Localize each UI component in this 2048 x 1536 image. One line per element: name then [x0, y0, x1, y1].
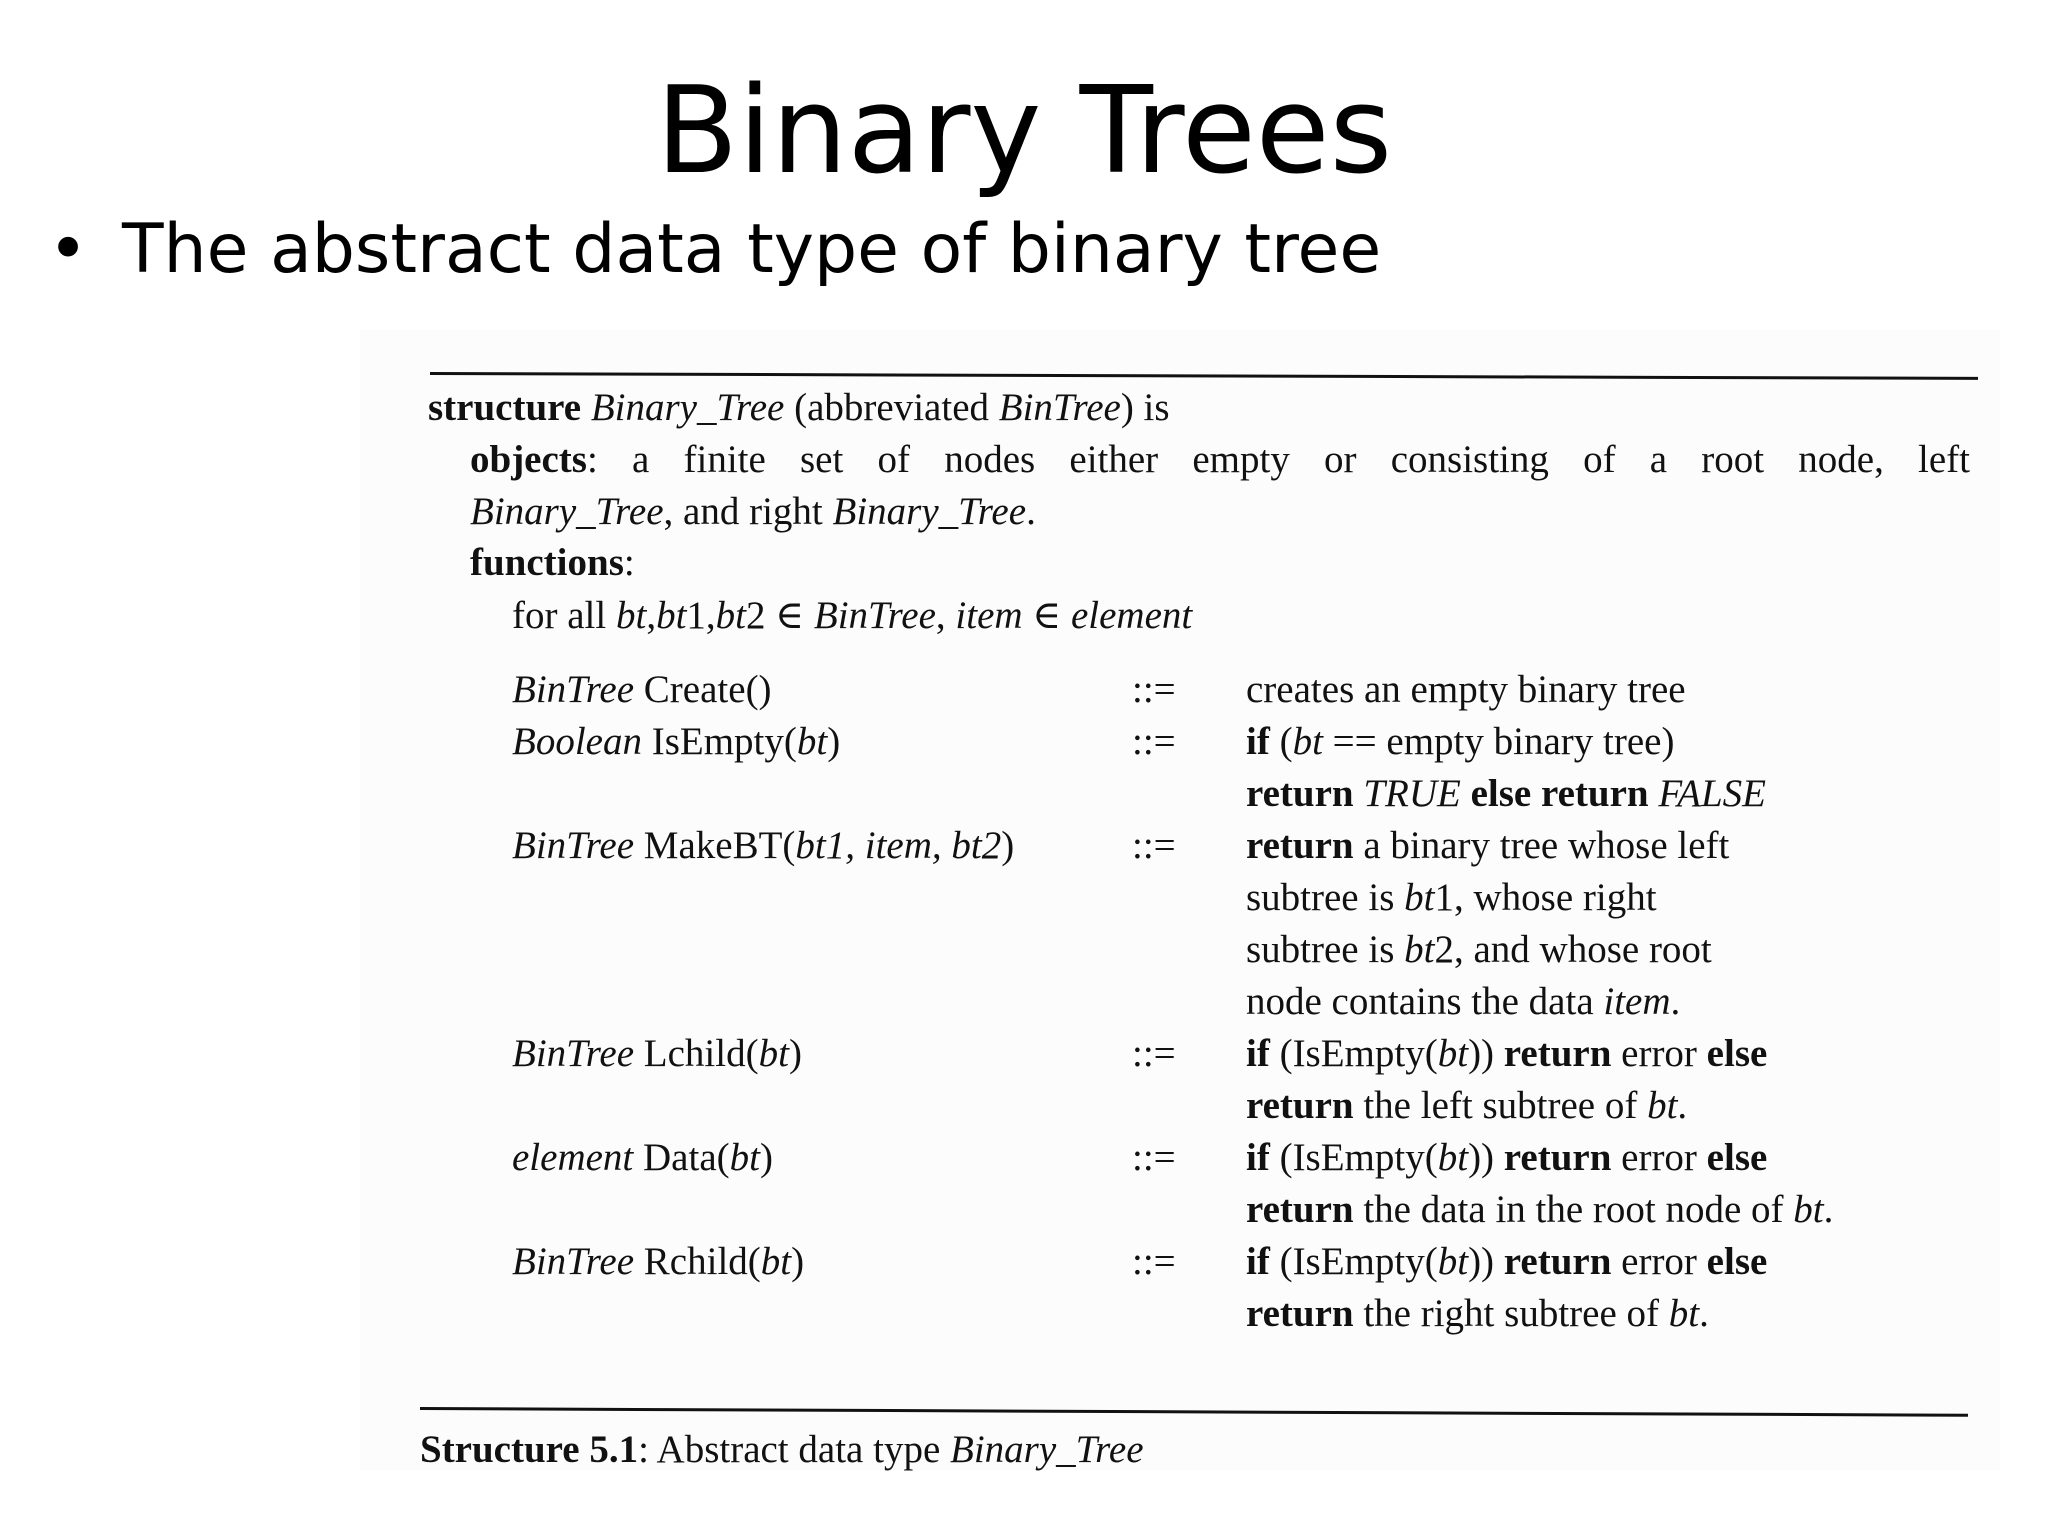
function-definition-line: [1246, 924, 1712, 976]
function-definition-line: [1246, 716, 1674, 768]
return-type: Boolean: [512, 720, 642, 763]
return-type: BinTree: [512, 1240, 635, 1283]
function-name: Data(: [633, 1136, 730, 1179]
definition-segment: .: [1823, 1188, 1834, 1231]
definition-segment: .: [1677, 1084, 1688, 1127]
definition-segment: bt: [1647, 1084, 1678, 1127]
definition-segment: node contains the data: [1246, 980, 1604, 1023]
function-definition-line: [1246, 664, 1686, 716]
definition-segment: == empty binary tree): [1322, 720, 1675, 763]
return-type: BinTree: [512, 668, 635, 711]
definition-segment: .: [1670, 980, 1681, 1023]
definition-segment: a binary tree whose left: [1353, 824, 1730, 867]
definition-segment: error: [1611, 1136, 1707, 1179]
definition-segment: 2, and whose root: [1434, 928, 1712, 971]
function-signature: [512, 1028, 802, 1080]
definition-segment: [1461, 772, 1471, 815]
objects-period: .: [1026, 490, 1036, 533]
definition-segment: item: [1603, 980, 1671, 1023]
function-definition-line: [1246, 1132, 1767, 1184]
definition-segment: else return: [1470, 772, 1649, 815]
caption-text: : Abstract data type: [638, 1428, 950, 1471]
definition-segment: return: [1503, 1032, 1612, 1075]
function-args: bt: [758, 1032, 789, 1075]
function-paren: ): [788, 1032, 802, 1075]
definition-operator: ::=: [1132, 668, 1176, 711]
definition-segment: if: [1246, 1032, 1270, 1075]
definition-segment: (IsEmpty(: [1269, 1240, 1438, 1283]
forall-in: ∈: [1032, 594, 1062, 637]
objects-and-right: , and right: [663, 490, 823, 533]
forall-2-in: 2 ∈: [746, 594, 805, 637]
function-signature: [512, 1132, 773, 1184]
forall-bt2: bt: [715, 594, 746, 637]
function-definition-line: [1246, 768, 1766, 820]
objects-type-b: Binary_Tree: [832, 490, 1027, 533]
definition-segment: the right subtree of: [1353, 1292, 1669, 1335]
function-args: bt: [796, 720, 828, 763]
definition-segment: [1649, 772, 1659, 815]
functions-keyword: functions: [470, 541, 624, 584]
definition-segment: return: [1503, 1136, 1612, 1179]
function-signature: [512, 664, 772, 716]
definition-segment: return: [1246, 824, 1354, 867]
definition-segment: the left subtree of: [1353, 1084, 1648, 1127]
forall-bt: bt: [615, 594, 647, 637]
function-signature: [512, 716, 840, 768]
caption-label: Structure 5.1: [420, 1428, 639, 1471]
definition-segment: bt: [1404, 876, 1435, 919]
definition-segment: .: [1699, 1292, 1709, 1335]
definition-segment: bt: [1793, 1188, 1824, 1231]
bullet-item: [48, 208, 1381, 292]
function-signature: [512, 820, 1014, 872]
definition-operator: ::=: [1132, 1136, 1176, 1179]
function-definition-line: [1246, 820, 1729, 872]
definition-segment: TRUE: [1363, 772, 1461, 815]
abbrev-close: ) is: [1120, 386, 1170, 429]
function-paren: ): [827, 720, 841, 763]
function-name: MakeBT(: [634, 824, 796, 867]
definition-segment: bt: [1292, 720, 1323, 763]
definition-segment: [1354, 772, 1364, 815]
definition-segment: error: [1611, 1240, 1707, 1283]
definition-segment: bt: [1437, 1032, 1469, 1075]
function-signature: [512, 1236, 804, 1288]
definition-segment: )): [1468, 1032, 1504, 1075]
bullet-text: The abstract data type of binary tree: [122, 210, 1382, 289]
definition-operator: ::=: [1132, 1032, 1176, 1075]
forall-1: 1,: [686, 594, 716, 637]
function-args: bt: [729, 1136, 760, 1179]
function-definition-line: [1246, 1236, 1767, 1288]
definition-segment: return: [1246, 1292, 1354, 1335]
function-name: Create(): [634, 668, 772, 711]
definition-segment: else: [1706, 1240, 1768, 1283]
definition-segment: return: [1246, 1188, 1354, 1231]
structure-caption: [420, 1424, 1144, 1476]
forall-comma: ,: [646, 594, 657, 637]
definition-segment: if: [1246, 1136, 1270, 1179]
return-type: BinTree: [512, 824, 635, 867]
return-type: element: [512, 1136, 634, 1179]
definition-operator: ::=: [1132, 1240, 1176, 1283]
definition-operator: ::=: [1132, 824, 1176, 867]
function-args: bt1, item, bt2: [795, 824, 1002, 867]
structure-keyword: structure: [428, 386, 582, 429]
structure-name: Binary_Tree: [590, 386, 785, 429]
definition-segment: error: [1611, 1032, 1707, 1075]
function-definition-line: [1246, 976, 1680, 1028]
forall-item: item: [955, 594, 1023, 637]
functions-colon: :: [623, 541, 635, 584]
definition-segment: if: [1246, 720, 1270, 763]
forall-line: [512, 590, 1192, 642]
definition-segment: if: [1246, 1240, 1270, 1283]
function-name: Lchild(: [634, 1032, 759, 1075]
function-definition-line: [1246, 1288, 1709, 1340]
return-type: BinTree: [512, 1032, 635, 1075]
definition-segment: bt: [1668, 1292, 1700, 1335]
definition-segment: the data in the root node of: [1353, 1188, 1794, 1231]
function-paren: ): [1001, 824, 1015, 867]
abbrev-name: BinTree: [998, 386, 1121, 429]
definition-segment: creates an empty binary tree: [1246, 668, 1686, 711]
definition-segment: return: [1246, 772, 1354, 815]
definition-segment: else: [1706, 1136, 1768, 1179]
definition-segment: bt: [1437, 1240, 1469, 1283]
definition-segment: )): [1468, 1240, 1504, 1283]
functions-heading: [470, 537, 635, 589]
function-name: IsEmpty(: [641, 720, 797, 763]
definition-segment: subtree is: [1246, 928, 1405, 971]
forall-bintree: BinTree: [813, 594, 936, 637]
function-definition-line: [1246, 872, 1657, 924]
definition-segment: )): [1468, 1136, 1504, 1179]
bullet-icon: •: [48, 210, 89, 289]
function-paren: ): [759, 1136, 773, 1179]
function-args: bt: [760, 1240, 792, 1283]
definition-segment: bt: [1404, 928, 1435, 971]
function-definition-line: [1246, 1028, 1767, 1080]
objects-text: : a finite set of nodes either empty or consisting of a root node, left: [586, 438, 1970, 481]
forall-text: for all: [512, 594, 607, 637]
function-definition-line: [1246, 1184, 1833, 1236]
objects-line-1: [470, 434, 1970, 486]
forall-bt1: bt: [656, 594, 687, 637]
definition-segment: (: [1269, 720, 1293, 763]
definition-segment: 1, whose right: [1434, 876, 1657, 919]
definition-segment: (IsEmpty(: [1269, 1136, 1438, 1179]
definition-segment: bt: [1437, 1136, 1469, 1179]
function-paren: ): [791, 1240, 805, 1283]
forall-comma-2: ,: [935, 594, 946, 637]
abbrev-open: (abbreviated: [794, 386, 990, 429]
objects-type-a: Binary_Tree: [470, 490, 664, 533]
definition-segment: FALSE: [1658, 772, 1766, 815]
definition-segment: return: [1246, 1084, 1354, 1127]
slide-title: Binary Trees: [655, 62, 1393, 201]
structure-header: [428, 382, 1170, 434]
objects-line-2: [470, 486, 1036, 538]
definition-segment: else: [1706, 1032, 1768, 1075]
definition-segment: return: [1503, 1240, 1612, 1283]
forall-element: element: [1070, 594, 1193, 637]
function-name: Rchild(: [634, 1240, 761, 1283]
function-definition-line: [1246, 1080, 1687, 1132]
definition-segment: (IsEmpty(: [1269, 1032, 1438, 1075]
objects-keyword: objects: [470, 438, 587, 481]
definition-operator: ::=: [1132, 720, 1176, 763]
caption-name: Binary_Tree: [950, 1428, 1144, 1471]
definition-segment: subtree is: [1246, 876, 1405, 919]
